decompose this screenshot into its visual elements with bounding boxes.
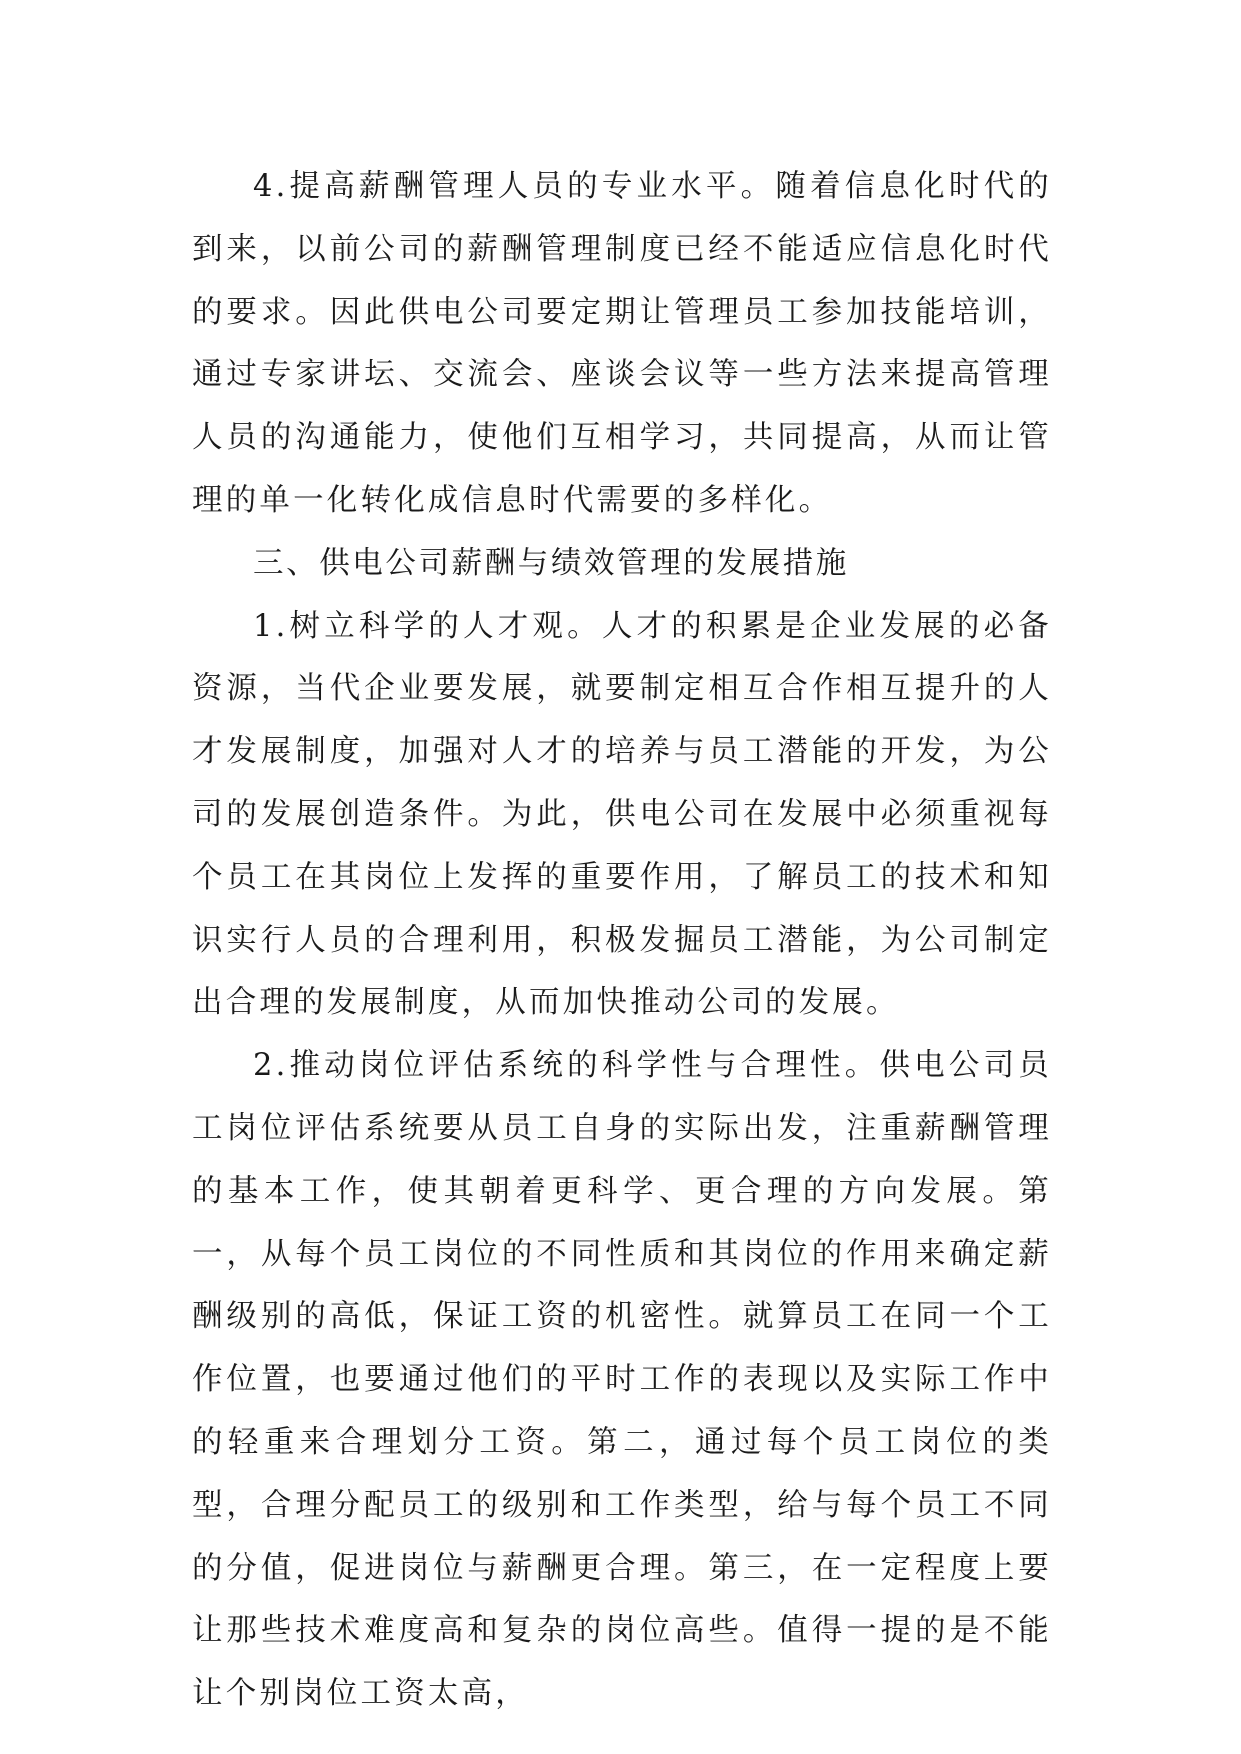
paragraph-talent-view: 1.树立科学的人才观。人才的积累是企业发展的必备资源，当代企业要发展，就要制定相互合作相互提升的人才发展制度，加强对人才的培养与员工潜能的开发，为公司的发展创造条件。为此，供电公司在发展中必须重视每个员工在其岗位上发挥的重要作用，了解员工的技术和知识实行人员的合理利用，积极发掘员工潜能，为公司制定出合理的发展制度，从而加快推动公司的发展。 bbox=[192, 608, 1052, 1021]
paragraph-job-evaluation-system: 2.推动岗位评估系统的科学性与合理性。供电公司员工岗位评估系统要从员工自身的实际出发，注重薪酬管理的基本工作，使其朝着更科学、更合理的方向发展。第一，从每个员工岗位的不同性质和其岗位的作用来确定薪酬级别的高低，保证工资的机密性。就算员工在同一个工作位置，也要通过他们的平时工作的表现以及实际工作中的轻重来合理划分工资。第二，通过每个员工岗位的类型，合理分配员工的级别和工作类型，给与每个员工不同的分值，促进岗位与薪酬更合理。第三，在一定程度上要让那些技术难度高和复杂的岗位高些。值得一提的是不能让个别岗位工资太高， bbox=[192, 1048, 1052, 1712]
paragraph-improve-staff-skills: 4.提高薪酬管理人员的专业水平。随着信息化时代的到来，以前公司的薪酬管理制度已经不能适应信息化时代的要求。因此供电公司要定期让管理员工参加技能培训，通过专家讲坛、交流会、座谈会议等一些方法来提高管理人员的沟通能力，使他们互相学习，共同提高，从而让管理的单一化转化成信息时代需要的多样化。 bbox=[192, 169, 1052, 518]
document-body bbox=[192, 156, 1052, 1726]
section-heading-development-measures: 三、供电公司薪酬与绩效管理的发展措施 bbox=[253, 545, 849, 581]
